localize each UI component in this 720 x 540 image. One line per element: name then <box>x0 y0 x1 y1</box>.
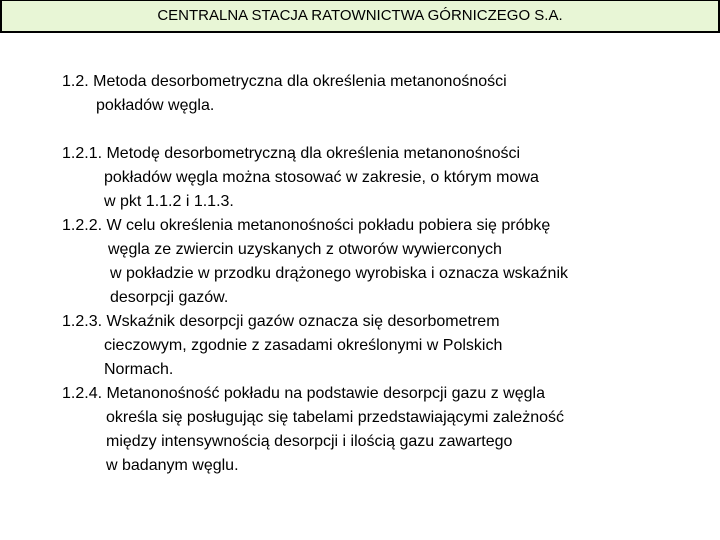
paragraph-line: desorpcji gazów. <box>110 289 229 306</box>
paragraph-line: określa się posługując się tabelami przedstawiającymi zależność <box>106 409 564 426</box>
paragraph-line: Normach. <box>104 361 174 378</box>
paragraph-line: 1.2.3. Wskaźnik desorpcji gazów oznacza się desorbometrem <box>62 313 500 330</box>
company-title: CENTRALNA STACJA RATOWNICTWA GÓRNICZEGO S.A. <box>157 7 563 24</box>
header-bar <box>0 0 720 33</box>
paragraph-line: 1.2.1. Metodę desorbometryczną dla określenia metanonośności <box>62 145 521 162</box>
document-body <box>62 70 568 478</box>
paragraph-line: w badanym węglu. <box>106 457 239 474</box>
section-heading <box>62 70 568 118</box>
paragraph-1-2-2 <box>62 214 568 310</box>
paragraph-line: cieczowym, zgodnie z zasadami określonymi w Polskich <box>104 337 503 354</box>
section-heading-line: 1.2. Metoda desorbometryczna dla określenia metanonośności <box>62 73 507 90</box>
paragraph-1-2-3 <box>62 310 568 382</box>
paragraph-line: 1.2.2. W celu określenia metanonośności pokładu pobiera się próbkę <box>62 217 551 234</box>
section-heading-line: pokładów węgla. <box>96 97 215 114</box>
paragraph-line: pokładów węgla można stosować w zakresie, o którym mowa <box>104 169 539 186</box>
paragraph-line: w pkt 1.1.2 i 1.1.3. <box>104 193 234 210</box>
paragraph-line: między intensywnością desorpcji i ilością gazu zawartego <box>106 433 513 450</box>
paragraph-1-2-4 <box>62 382 568 478</box>
paragraph-1-2-1 <box>62 142 568 214</box>
paragraph-line: 1.2.4. Metanonośność pokładu na podstawie desorpcji gazu z węgla <box>62 385 545 402</box>
paragraph-line: węgla ze zwiercin uzyskanych z otworów wywierconych <box>108 241 502 258</box>
paragraph-line: w pokładzie w przodku drążonego wyrobiska i oznacza wskaźnik <box>110 265 568 282</box>
